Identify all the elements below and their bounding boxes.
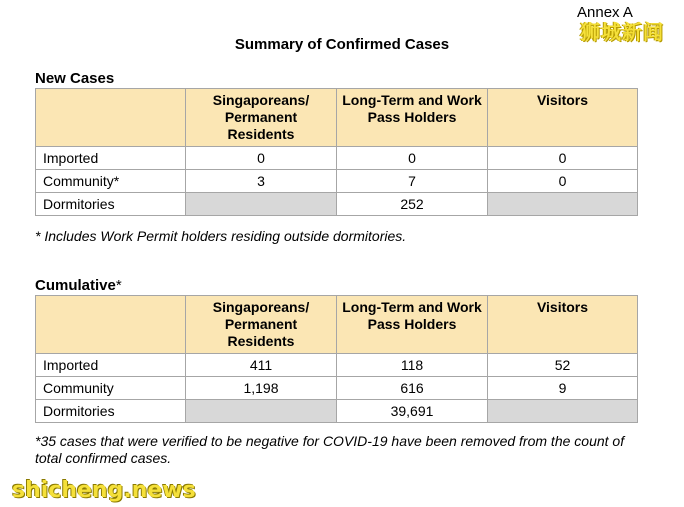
new-cases-footnote: * Includes Work Permit holders residing outside dormitories. [35,228,407,244]
header-ltwp: Long-Term and Work Pass Holders [337,89,488,147]
table-row [36,400,638,423]
new-cases-table [35,88,638,216]
header-visitors: Visitors [488,89,638,147]
cell-ltwp: 0 [337,147,488,170]
header-empty [36,89,186,147]
row-label: Imported [36,354,186,377]
cell-blank [488,400,638,423]
cell-dormitories: 252 [337,193,488,216]
cell-visitors: 52 [488,354,638,377]
cell-sg-pr: 411 [186,354,337,377]
cell-ltwp: 616 [337,377,488,400]
header-sg-pr: Singaporeans/ Permanent Residents [186,296,337,354]
cell-sg-pr: 3 [186,170,337,193]
row-label: Community* [36,170,186,193]
header-empty [36,296,186,354]
cell-visitors: 0 [488,170,638,193]
table-row [36,170,638,193]
cell-sg-pr: 1,198 [186,377,337,400]
table-row [36,147,638,170]
page-title: Summary of Confirmed Cases [234,36,450,53]
annex-label: Annex A [577,4,633,21]
new-cases-heading [35,70,114,87]
table-header-row [36,296,638,354]
table-header-row [36,89,638,147]
watermark-bottom: shicheng.news [12,478,196,503]
cell-visitors: 9 [488,377,638,400]
row-label: Dormitories [36,193,186,216]
header-ltwp: Long-Term and Work Pass Holders [337,296,488,354]
cumulative-heading-asterisk: * [115,277,122,294]
cell-dormitories: 39,691 [337,400,488,423]
header-visitors: Visitors [488,296,638,354]
cumulative-footnote: *35 cases that were verified to be negative for COVID-19 have been removed from the count of total confirmed cases. [35,433,625,466]
cumulative-heading [35,277,122,294]
row-label: Dormitories [36,400,186,423]
cumulative-heading-text: Cumulative [35,277,116,294]
cumulative-table [35,295,638,423]
table-row [36,193,638,216]
cell-ltwp: 7 [337,170,488,193]
cell-sg-pr: 0 [186,147,337,170]
cell-visitors: 0 [488,147,638,170]
row-label: Community [36,377,186,400]
table-row [36,354,638,377]
watermark-top: 狮城新闻 [580,20,664,44]
row-label: Imported [36,147,186,170]
header-sg-pr: Singaporeans/ Permanent Residents [186,89,337,147]
table-row [36,377,638,400]
cell-blank [186,400,337,423]
new-cases-heading-text: New Cases [35,70,115,87]
cell-ltwp: 118 [337,354,488,377]
cell-blank [186,193,337,216]
cell-blank [488,193,638,216]
